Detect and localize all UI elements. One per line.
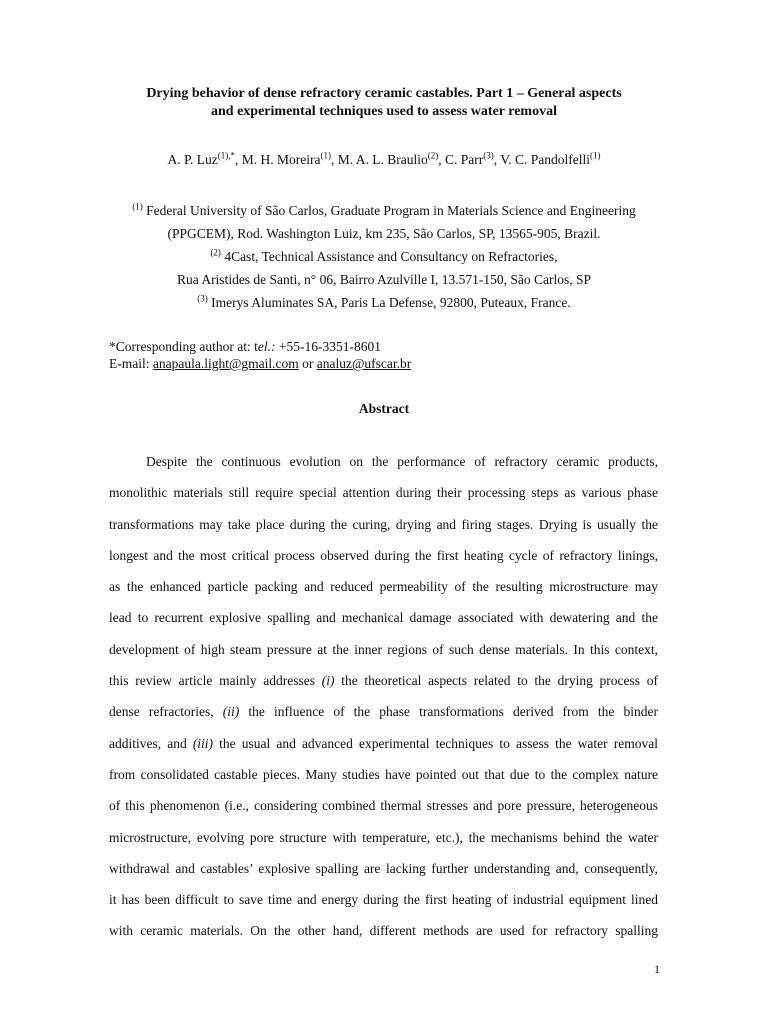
abstract-line: microstructure, evolving pore structure with temperature, etc.), the mechanisms behind the water — [109, 829, 658, 845]
enumeration-marker: (ii) — [222, 704, 240, 720]
abstract-line: Despite the continuous evolution on the performance of refractory ceramic products, — [146, 454, 658, 469]
abstract-line: of this phenomenon (i.e., considering combined thermal stresses and pore pressure, heterogeneous — [109, 798, 658, 814]
affiliation-1: $^{(1)}$ Federal University of São Carlos, Graduate Program in Materials Science and Engineering — [132, 201, 636, 218]
affiliation-marker: (3) — [197, 293, 208, 304]
abstract-line: dense refractories, (ii) the influence of the phase transformations derived from the binder — [109, 704, 658, 720]
abstract-heading: Abstract — [358, 401, 410, 416]
enumeration-marker: (i) — [321, 673, 335, 689]
affiliation-marker: (1) — [132, 201, 143, 212]
author-list: A. P. Luz$^{(1),*}$, M. H. Moreira$^{(1)}$, M. A. L. Braulio$^{(2)}$, C. Parr$^{(3)}$, V. C. Pandolfelli$^{(1)}$ — [167, 150, 601, 167]
page-number: 1 — [654, 962, 660, 976]
abstract-line: it has been difficult to save time and energy during the first heating of industrial equipment lined — [109, 892, 658, 908]
abstract-line: lead to recurrent explosive spalling and mechanical damage associated with dewatering and the — [109, 610, 658, 626]
abstract-body — [109, 446, 658, 947]
affiliation-2-address: Rua Aristides de Santi, n° 06, Bairro Azulville I, 13.571-150, São Carlos, SP — [176, 272, 592, 287]
affiliation-2: $^{(2)}$ 4Cast, Technical Assistance and Consultancy on Refractories, — [210, 247, 558, 264]
paper-title — [100, 85, 668, 121]
affiliation-marker: (1) — [590, 150, 601, 161]
author-name: C. Parr — [444, 152, 484, 167]
author-name: M. A. L. Braulio — [337, 152, 428, 167]
abstract-line: as the enhanced particle packing and reduced permeability of the resulting microstructure may — [109, 579, 658, 595]
title-line: and experimental techniques used to assess water removal — [211, 104, 557, 119]
abstract-line: from consolidated castable pieces. Many studies have pointed out that due to the complex nature — [109, 766, 658, 782]
abstract-line: with ceramic materials. On the other hand, different methods are used for refractory spalling — [109, 923, 658, 939]
affiliation-marker: (1) — [320, 150, 331, 161]
enumeration-marker: (iii) — [192, 735, 214, 751]
affiliations — [60, 199, 708, 314]
abstract-line: additives, and (iii) the usual and advanced experimental techniques to assess the water removal — [109, 735, 658, 751]
affiliation-marker: (1),* — [217, 150, 235, 161]
abstract-line: withdrawal and castables’ explosive spalling are lacking further understanding and, consequently, — [109, 860, 658, 876]
affiliation-marker: (3) — [483, 150, 494, 161]
affiliation-marker: (2) — [427, 150, 439, 161]
affiliation-3: $^{(3)}$ Imerys Aluminates SA, Paris La Defense, 92800, Puteaux, France. — [197, 293, 571, 310]
email-link[interactable]: anapaula.light@gmail.com — [152, 356, 299, 371]
abstract-line: longest and the most critical process observed during the first heating cycle of refractory linings, — [109, 547, 658, 563]
affiliation-marker: (2) — [210, 247, 221, 258]
author-name: V. C. Pandolfelli — [500, 152, 590, 167]
corresponding-email: E-mail: anapaula.light@gmail.com or analuz@ufscar.br — [109, 356, 412, 371]
title-line: Drying behavior of dense refractory ceramic castables. Part 1 – General aspects — [146, 86, 622, 101]
abstract-line: monolithic materials still require special attention during their processing steps as various phase — [109, 485, 658, 501]
abstract-line: this review article mainly addresses (i) the theoretical aspects related to the drying process of — [109, 673, 659, 689]
abstract-line: development of high steam pressure at the inner regions of such dense materials. In this context, — [109, 641, 658, 657]
abstract-line: transformations may take place during the curing, drying and firing stages. Drying is usually the — [109, 516, 658, 532]
corresponding-author — [109, 338, 669, 372]
author-name: M. H. Moreira — [241, 152, 321, 167]
affiliation-1-address: (PPGCEM), Rod. Washington Luiz, km 235, São Carlos, SP, 13565-905, Brazil. — [167, 226, 601, 241]
author-name: A. P. Luz — [167, 152, 218, 167]
corresponding-tel: *Corresponding author at: tel.: +55-16-3351-8601 — [109, 339, 381, 354]
email-link[interactable]: analuz@ufscar.br — [316, 356, 412, 371]
